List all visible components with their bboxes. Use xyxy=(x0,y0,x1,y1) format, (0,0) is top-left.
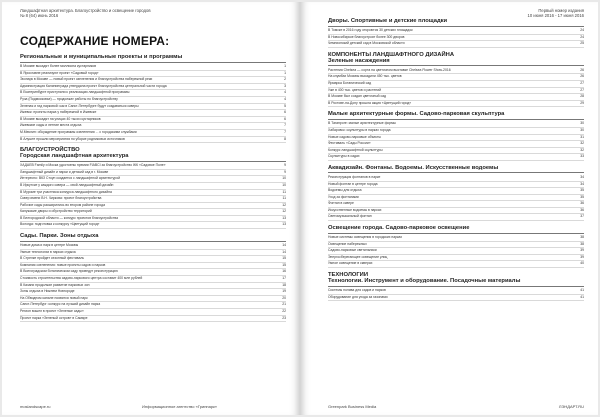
toc-entry[interactable] xyxy=(328,88,584,95)
toc-entry-page: 40 xyxy=(580,261,584,266)
toc-entry-page: 36 xyxy=(580,201,584,206)
toc-entry[interactable] xyxy=(20,209,286,216)
toc-entry[interactable] xyxy=(20,163,286,170)
section-title: Аквадизайн. Фонтаны. Водоемы. Искусственные водоемы xyxy=(328,164,499,171)
left-sections xyxy=(20,54,286,322)
toc-entry-title: В Новосибирске благоустроят более 300 дворов xyxy=(328,34,405,39)
toc-section xyxy=(328,111,584,161)
toc-entry[interactable] xyxy=(328,101,584,108)
toc-entry-page: 5 xyxy=(284,103,286,108)
toc-entry[interactable] xyxy=(328,121,584,128)
left-header-line-2: № 8 (64) июнь 2016 xyxy=(20,13,59,18)
section-title: Освещение города. Садово-парковое освещение xyxy=(328,225,470,232)
section-title: Сады. Парки. Зоны отдыха xyxy=(20,233,99,240)
toc-entry-page: 39 xyxy=(580,254,584,259)
toc-entry-title: В Москве высадят более миллиона кустарников xyxy=(20,64,97,68)
toc-section xyxy=(328,18,584,48)
toc-entry-title: Искусственные водоемы в парках xyxy=(328,207,382,212)
toc-entry-title: В Алуште прошли мероприятия по уборке родниковых источников xyxy=(20,136,125,141)
section-heading xyxy=(328,225,584,234)
toc-entry-page: 9 xyxy=(284,169,286,174)
toc-entry[interactable] xyxy=(20,196,286,203)
toc-entry-page: 2 xyxy=(284,77,286,82)
toc-section xyxy=(328,225,584,268)
toc-entry-page: 41 xyxy=(580,294,584,299)
section-heading xyxy=(328,52,584,67)
left-page xyxy=(2,2,300,415)
toc-entry-title: Новые системы освещения в городских парках xyxy=(328,235,403,240)
toc-entry-page: 26 xyxy=(580,74,584,79)
section-heading xyxy=(20,147,286,162)
toc-entry-title: Уход за фонтанами xyxy=(328,194,359,199)
toc-entry[interactable] xyxy=(328,195,584,202)
toc-entry[interactable] xyxy=(20,283,286,290)
toc-entry-title: Калужские дворы и обустройство территорий xyxy=(20,209,92,214)
toc-entry-page: 6 xyxy=(284,110,286,115)
toc-entry-title: Компания озеленения: новые проекты садов и парков xyxy=(20,262,106,267)
toc-entry-page: 6 xyxy=(284,116,286,121)
toc-entry-title: Умное освещение в скверах xyxy=(328,261,373,266)
toc-entry-page: 21 xyxy=(282,302,286,307)
toc-entry-title: Фестиваль «Сады России» xyxy=(328,141,371,146)
toc-entry-page: 26 xyxy=(580,67,584,72)
toc-entry-page: 10 xyxy=(282,176,286,181)
toc-entry[interactable] xyxy=(328,154,584,161)
section-title: Дворы. Спортивные и детские площадки xyxy=(328,18,448,24)
section-heading xyxy=(328,272,584,287)
toc-entry[interactable] xyxy=(328,188,584,195)
toc-entry-title: Ярмарка Ботанический сад xyxy=(328,80,372,85)
toc-entry-title: Ландшафтный дизайн и парки и детский сад в г. Москве xyxy=(20,169,109,174)
toc-entry-page: 24 xyxy=(580,28,584,32)
toc-entry[interactable] xyxy=(328,94,584,101)
toc-entry-page: 15 xyxy=(282,256,286,261)
toc-entry[interactable] xyxy=(20,250,286,257)
toc-entry-page: 31 xyxy=(580,134,584,139)
toc-entry-page: 38 xyxy=(580,241,584,246)
toc-entry-page: 13 xyxy=(282,215,286,220)
toc-entry-title: М.Меклин: обсуждение программы озеленения ... с городскими службами xyxy=(20,129,137,134)
section-heading xyxy=(20,233,286,242)
toc-entry-page: 7 xyxy=(284,129,286,134)
right-footer-site: ЛЭНДАРТ.RU xyxy=(558,404,584,409)
toc-entry[interactable] xyxy=(20,84,286,91)
section-title: ТЕХНОЛОГИИ xyxy=(328,272,369,279)
toc-entry-title: В Муроме три участника конкурса ландшафтного дизайна xyxy=(20,189,112,194)
left-header-line-1: Ландшафтная архитектура. Благоустройство и освещение городов xyxy=(20,8,151,13)
toc-entry-title: Проект парка «Зеленый остров» в Самаре xyxy=(20,315,88,320)
toc-entry-page: 14 xyxy=(282,243,286,248)
toc-entry-title: Руза (Подмосковье) — продолжат работы по благоустройству xyxy=(20,96,118,101)
toc-entry-title: Растения Chelsea — сорта на цветочном выставке Chelsea Flower Show-2016 xyxy=(328,67,451,72)
toc-entry-page: 9 xyxy=(284,163,286,168)
toc-entry[interactable] xyxy=(20,243,286,250)
toc-entry[interactable] xyxy=(328,28,584,35)
toc-entry-page: 20 xyxy=(282,295,286,300)
right-header-line-1: Первый номер издания xyxy=(538,8,584,13)
toc-entry-page: 35 xyxy=(580,194,584,199)
toc-entry[interactable] xyxy=(328,175,584,182)
toc-entry-title: В Москве высадят на улицах 40 тысяч кустарников xyxy=(20,116,101,121)
toc-entry[interactable] xyxy=(20,130,286,137)
toc-entry-title: ХАДАЕВ Family и Моска удостоены премии FIABCI за благоустройство ЖК «Садовое Поле» xyxy=(20,163,166,168)
toc-entry-title: Садово-парковые светильники xyxy=(328,248,377,253)
toc-entry[interactable] xyxy=(328,295,584,302)
toc-entry-page: 4 xyxy=(284,96,286,101)
toc-entry-title: Умные технологии в парках отдыха xyxy=(20,249,76,254)
section-heading xyxy=(20,54,286,63)
toc-entry-title: В Москве был создан цветочный сад xyxy=(328,94,387,99)
toc-entry-page: 28 xyxy=(580,94,584,99)
toc-entry-title: Интересно: ВКЗ Стоун создается с ландшафтной архитектурой xyxy=(20,176,120,181)
toc-entry[interactable] xyxy=(20,110,286,117)
toc-entry-title: В Томске в 2016 году откроются 30 детских площадок xyxy=(328,28,413,32)
toc-entry-title: В Стрелке пройдет сезонный фестиваль xyxy=(20,256,85,261)
toc-entry[interactable] xyxy=(20,316,286,323)
toc-entry[interactable] xyxy=(328,81,584,88)
toc-entry-page: 34 xyxy=(580,174,584,179)
toc-entry[interactable] xyxy=(328,208,584,215)
toc-entry-title: Фонтан в сквере xyxy=(328,201,354,206)
toc-entry-page: 22 xyxy=(282,309,286,313)
toc-entry-title: Конкурс ландшафтной скульптуры xyxy=(328,147,383,152)
toc-section xyxy=(328,272,584,301)
toc-entry[interactable] xyxy=(20,309,286,316)
toc-section xyxy=(20,54,286,143)
section-subtitle: Технологии. Инструмент и оборудование. Посадочные материалы xyxy=(328,278,521,285)
toc-entry[interactable] xyxy=(20,137,286,144)
section-heading xyxy=(328,111,584,120)
toc-entry-page: 16 xyxy=(282,269,286,274)
toc-entry-title: Вологда: подготовка к конкурсу «Цветущий город» xyxy=(20,222,100,227)
toc-section xyxy=(20,233,286,322)
toc-entry-title: Регион вошел в проект «Зеленые сады» xyxy=(20,309,84,313)
section-subtitle: Зеленые насаждения xyxy=(328,57,390,64)
toc-entry[interactable] xyxy=(20,302,286,309)
toc-title: СОДЕРЖАНИЕ НОМЕРА: xyxy=(20,34,170,48)
toc-entry-title: Системы полива для садов и парков xyxy=(328,288,386,293)
toc-entry-title: В Таганроге: малые архитектурные формы xyxy=(328,121,396,126)
toc-entry[interactable] xyxy=(328,141,584,148)
left-toc xyxy=(20,34,286,322)
toc-entry-title: Рабочие сады расширились во втором районе города xyxy=(20,202,105,207)
toc-entry-title: Ижевские сады и летние места отдыха xyxy=(20,123,82,128)
toc-entry[interactable] xyxy=(20,123,286,130)
left-page-header xyxy=(20,8,151,18)
toc-entry[interactable] xyxy=(20,170,286,177)
toc-entry-title: Новые дома и парк в центре Москвы xyxy=(20,243,79,248)
toc-entry-page: 32 xyxy=(580,147,584,152)
toc-entry-title: В Белгородской области — конкурс проектов благоустройства xyxy=(20,215,119,220)
toc-entry-title: В Ярославле реализуют проект «Садовый город» xyxy=(20,70,99,75)
section-heading xyxy=(328,165,584,174)
toc-entry-page: 33 xyxy=(580,154,584,159)
toc-entry-title: В Казани продолжат развитие парковых зон xyxy=(20,282,90,287)
right-toc xyxy=(328,14,584,301)
section-title: Малые архитектурные формы. Садово-парковая скульптура xyxy=(328,111,505,118)
toc-entry-page: 35 xyxy=(580,188,584,193)
toc-entry-page: 23 xyxy=(282,315,286,320)
toc-entry-title: Хабаровск: скульптуры в парках города xyxy=(328,127,391,132)
toc-entry[interactable] xyxy=(20,117,286,124)
toc-entry-title: Сквер имени В.Н. Чиркова: проект благоустройства xyxy=(20,196,102,201)
toc-entry-title: В Волгоградском ботаническом саду проведут реконструкцию xyxy=(20,269,118,274)
toc-entry-page: 30 xyxy=(580,127,584,132)
right-header-line-2: 10 июня 2016 - 17 июня 2016 xyxy=(527,13,584,18)
toc-entry-page: 32 xyxy=(580,141,584,146)
toc-entry-page: 19 xyxy=(282,289,286,294)
toc-entry-title: Экопарк в Москве — новый проект озеленения и благоустройства набережной реки xyxy=(20,77,153,82)
toc-entry-page: 1 xyxy=(284,64,286,68)
toc-entry[interactable] xyxy=(20,97,286,104)
toc-entry-page: 17 xyxy=(282,276,286,281)
toc-section xyxy=(328,165,584,221)
section-title: Региональные и муниципальные проекты и программы xyxy=(20,54,183,60)
toc-entry[interactable] xyxy=(328,74,584,81)
toc-entry-title: В Иркутске у каждого сквера — свой ландшафтный дизайн xyxy=(20,182,114,187)
toc-entry-title: Администрация Калининграда утвердила проект благоустройства центральной части города xyxy=(20,83,167,88)
toc-entry-title: На Обводном канале появится новый парк xyxy=(20,295,88,300)
toc-entry[interactable] xyxy=(20,289,286,296)
toc-entry-page: 10 xyxy=(282,182,286,187)
toc-entry[interactable] xyxy=(328,248,584,255)
toc-entry[interactable] xyxy=(20,90,286,97)
toc-entry-page: 8 xyxy=(284,136,286,141)
toc-entry-page: 29 xyxy=(580,100,584,105)
toc-entry-title: Оборудование для ухода за газонами xyxy=(328,294,388,299)
toc-entry[interactable] xyxy=(328,148,584,155)
section-heading xyxy=(328,18,584,27)
toc-entry-title: Зоны отдыха в Нижнем Новгороде xyxy=(20,289,75,294)
toc-entry-page: 25 xyxy=(580,41,584,46)
toc-entry-title: Чемпионский детский сад в Московской области xyxy=(328,41,405,46)
toc-entry[interactable] xyxy=(20,276,286,283)
toc-entry[interactable] xyxy=(328,68,584,75)
toc-entry-title: Уже в 400 тыс. цветов и растений xyxy=(328,87,382,92)
toc-entry[interactable] xyxy=(20,256,286,263)
toc-entry-page: 34 xyxy=(580,181,584,186)
left-footer-site: moslandscape.ru xyxy=(20,404,51,409)
toc-entry-page: 38 xyxy=(580,235,584,240)
toc-entry[interactable] xyxy=(20,263,286,270)
toc-entry-page: 18 xyxy=(282,282,286,287)
toc-entry-title: Новые садово-парковые объекты xyxy=(328,134,381,139)
toc-entry-title: В Екатеринбурге приступили к реализации ландшафтной программы xyxy=(20,90,130,95)
toc-entry[interactable] xyxy=(328,288,584,295)
toc-entry[interactable] xyxy=(20,203,286,210)
toc-entry-page: 14 xyxy=(282,249,286,254)
toc-entry-title: Энергосберегающее освещение улиц xyxy=(328,254,388,259)
toc-entry[interactable] xyxy=(20,176,286,183)
toc-entry[interactable] xyxy=(20,183,286,190)
toc-entry-title: Водоемы для отдыха xyxy=(328,188,362,193)
toc-entry[interactable] xyxy=(328,242,584,249)
toc-entry-title: Светомузыкальный фонтан xyxy=(328,214,372,219)
toc-entry-page: 12 xyxy=(282,202,286,207)
section-title: КОМПОНЕНТЫ ЛАНДШАФТНОГО ДИЗАЙНА xyxy=(328,51,454,58)
section-title: БЛАГОУСТРОЙСТВО xyxy=(20,147,80,154)
toc-entry-page: 11 xyxy=(282,189,286,194)
toc-entry-title: В Ростове-на-Дону прошла акция «Цветущий город» xyxy=(328,100,412,105)
toc-entry[interactable] xyxy=(20,64,286,71)
toc-entry[interactable] xyxy=(20,77,286,84)
toc-entry-title: Стоимость строительства садово-паркового центра составит 400 млн рублей xyxy=(20,276,143,281)
toc-entry-title: Санкт-Петербург: конкурс на лучший дизайн парка xyxy=(20,302,101,307)
toc-entry-page: 37 xyxy=(580,214,584,219)
toc-entry-page: 1 xyxy=(284,70,286,75)
toc-entry[interactable] xyxy=(328,182,584,189)
left-footer-publisher: Информационное агентство «Гринпарк» xyxy=(142,404,218,409)
toc-entry[interactable] xyxy=(20,296,286,303)
toc-entry-page: 13 xyxy=(282,222,286,227)
toc-entry-page: 27 xyxy=(580,87,584,92)
toc-entry[interactable] xyxy=(328,214,584,221)
toc-entry-page: 7 xyxy=(284,123,286,128)
toc-entry-page: 12 xyxy=(282,209,286,214)
toc-entry[interactable] xyxy=(20,104,286,111)
toc-entry-title: Реконструкция фонтанов в парке xyxy=(328,174,381,179)
toc-entry-page: 39 xyxy=(580,248,584,253)
toc-entry[interactable] xyxy=(328,35,584,42)
toc-entry-title: Зеленая и гид парковой: как в Санкт-Петербурге будут создаваться скверы xyxy=(20,103,139,108)
toc-entry[interactable] xyxy=(20,190,286,197)
right-sections xyxy=(328,18,584,301)
section-subtitle: Городская ландшафтная архитектура xyxy=(20,153,129,160)
toc-entry-page: 11 xyxy=(282,196,286,201)
magazine-spread xyxy=(2,2,598,415)
right-footer-publisher: Greenpark Business Media xyxy=(328,404,377,409)
toc-entry-page: 41 xyxy=(580,288,584,293)
toc-entry[interactable] xyxy=(328,235,584,242)
toc-entry-title: На клумбах Москвы высадили 450 тыс. цветов xyxy=(328,74,402,79)
toc-entry[interactable] xyxy=(328,255,584,262)
toc-entry-page: 27 xyxy=(580,80,584,85)
right-page xyxy=(300,2,598,415)
toc-entry[interactable] xyxy=(328,201,584,208)
toc-entry-page: 4 xyxy=(284,90,286,95)
toc-entry[interactable] xyxy=(20,222,286,229)
toc-section xyxy=(328,52,584,108)
toc-entry-title: Скульптуры в садах xyxy=(328,154,360,159)
toc-entry[interactable] xyxy=(328,261,584,268)
toc-entry[interactable] xyxy=(20,216,286,223)
toc-entry[interactable] xyxy=(328,135,584,142)
toc-entry[interactable] xyxy=(328,128,584,135)
toc-entry-page: 30 xyxy=(580,121,584,126)
toc-entry-title: Ижевск: проекты парка у набережной в Ижевске xyxy=(20,110,97,115)
toc-entry-page: 36 xyxy=(580,207,584,212)
toc-entry-page: 15 xyxy=(282,262,286,267)
toc-entry[interactable] xyxy=(20,269,286,276)
toc-entry-title: Новый фонтан в центре города xyxy=(328,181,378,186)
toc-entry[interactable] xyxy=(20,71,286,78)
toc-section xyxy=(20,147,286,229)
toc-entry-title: Освещение набережных xyxy=(328,241,367,246)
toc-entry[interactable] xyxy=(328,41,584,48)
toc-entry-page: 3 xyxy=(284,83,286,88)
toc-entry-page: 24 xyxy=(580,34,584,39)
